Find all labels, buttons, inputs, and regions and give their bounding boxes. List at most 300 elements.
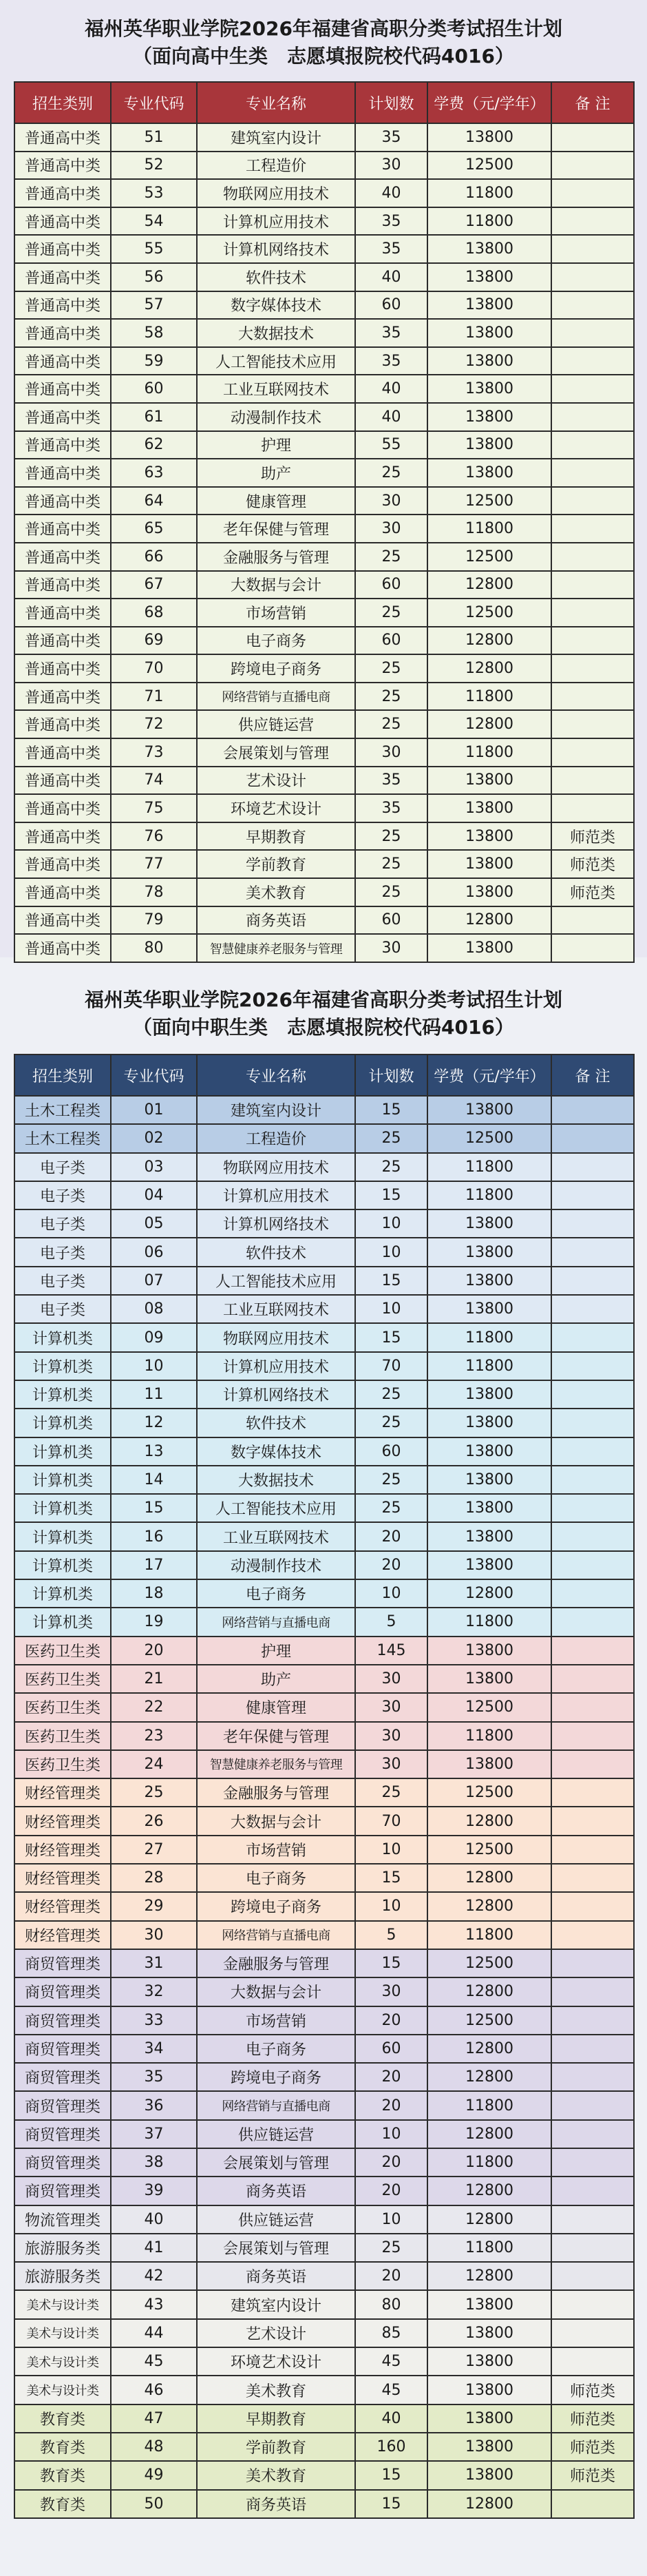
table-row (14, 319, 634, 347)
cell-tuition: 12800 (427, 1892, 551, 1920)
cell-plan-count: 70 (355, 1352, 427, 1380)
cell-major-code: 31 (111, 1949, 197, 1977)
table-row (14, 1209, 634, 1238)
cell-tuition: 13800 (427, 1267, 551, 1295)
cell-major-code: 71 (111, 683, 197, 711)
cell-tuition: 12800 (427, 1807, 551, 1835)
cell-remarks (551, 1693, 634, 1721)
table-row (14, 1637, 634, 1665)
cell-category: 普通高中类 (14, 375, 111, 403)
cell-major-code: 78 (111, 878, 197, 906)
cell-remarks (551, 152, 634, 180)
cell-remarks (551, 2347, 634, 2376)
cell-remarks (551, 123, 634, 152)
cell-remarks (551, 1949, 634, 1977)
cell-major-code: 66 (111, 543, 197, 571)
cell-category: 医药卫生类 (14, 1637, 111, 1665)
cell-category: 普通高中类 (14, 543, 111, 571)
cell-remarks (551, 1409, 634, 1437)
cell-plan-count: 35 (355, 123, 427, 152)
cell-plan-count: 160 (355, 2433, 427, 2461)
cell-category: 计算机类 (14, 1551, 111, 1579)
cell-plan-count: 60 (355, 2035, 427, 2063)
cell-category: 美术与设计类 (14, 2376, 111, 2404)
cell-plan-count: 15 (355, 1096, 427, 1124)
cell-plan-count: 35 (355, 319, 427, 347)
cell-major-name: 动漫制作技术 (197, 1551, 355, 1579)
cell-remarks (551, 1494, 634, 1522)
vocational-plan-table (14, 1054, 635, 2519)
cell-major-code: 37 (111, 2120, 197, 2148)
table-row (14, 2490, 634, 2518)
cell-plan-count: 30 (355, 1977, 427, 2006)
cell-remarks: 师范类 (551, 2461, 634, 2489)
cell-category: 医药卫生类 (14, 1750, 111, 1778)
cell-remarks (551, 1807, 634, 1835)
cell-tuition: 13800 (427, 850, 551, 878)
cell-category: 旅游服务类 (14, 2234, 111, 2262)
cell-major-name: 商务英语 (197, 2262, 355, 2290)
cell-category: 普通高中类 (14, 179, 111, 207)
cell-major-name: 跨境电子商务 (197, 1892, 355, 1920)
cell-tuition: 13800 (427, 1750, 551, 1778)
cell-major-code: 50 (111, 2490, 197, 2518)
cell-category: 商贸管理类 (14, 1949, 111, 1977)
cell-remarks (551, 1238, 634, 1266)
cell-tuition: 11800 (427, 1608, 551, 1636)
cell-plan-count: 35 (355, 207, 427, 236)
cell-tuition: 13800 (427, 2404, 551, 2433)
table-row (14, 1181, 634, 1209)
cell-tuition: 13800 (427, 1494, 551, 1522)
cell-plan-count: 30 (355, 738, 427, 767)
table-row (14, 1522, 634, 1550)
cell-major-name: 金融服务与管理 (197, 1778, 355, 1807)
table-row (14, 487, 634, 515)
cell-tuition: 13800 (427, 1238, 551, 1266)
cell-major-name: 动漫制作技术 (197, 403, 355, 431)
cell-plan-count: 25 (355, 1124, 427, 1152)
vocational-plan-title (0, 986, 647, 1041)
cell-major-code: 56 (111, 263, 197, 291)
cell-remarks: 师范类 (551, 2404, 634, 2433)
cell-tuition: 13800 (427, 459, 551, 487)
cell-major-name: 美术教育 (197, 2376, 355, 2404)
cell-remarks (551, 1608, 634, 1636)
cell-major-name: 护理 (197, 431, 355, 459)
cell-plan-count: 30 (355, 515, 427, 543)
cell-plan-count: 15 (355, 2461, 427, 2489)
cell-tuition: 12500 (427, 599, 551, 627)
cell-category: 商贸管理类 (14, 2148, 111, 2177)
cell-tuition: 12800 (427, 2205, 551, 2234)
cell-plan-count: 35 (355, 347, 427, 375)
cell-major-name: 商务英语 (197, 2490, 355, 2518)
table-row (14, 291, 634, 320)
cell-tuition: 13800 (427, 1522, 551, 1550)
cell-category: 普通高中类 (14, 291, 111, 320)
cell-tuition: 13800 (427, 235, 551, 263)
cell-major-name: 跨境电子商务 (197, 654, 355, 683)
cell-major-name: 大数据与会计 (197, 1977, 355, 2006)
cell-category: 商贸管理类 (14, 2091, 111, 2119)
cell-major-name: 计算机应用技术 (197, 207, 355, 236)
cell-major-name: 建筑室内设计 (197, 1096, 355, 1124)
table-row (14, 654, 634, 683)
cell-major-name: 软件技术 (197, 1238, 355, 1266)
cell-major-code: 79 (111, 906, 197, 935)
table-row (14, 543, 634, 571)
cell-remarks (551, 403, 634, 431)
cell-category: 普通高中类 (14, 822, 111, 851)
cell-category: 计算机类 (14, 1323, 111, 1351)
table-row (14, 1409, 634, 1437)
cell-major-name: 智慧健康养老服务与管理 (197, 1750, 355, 1778)
cell-major-code: 65 (111, 515, 197, 543)
title-line-1: 福州英华职业学院2026年福建省高职分类考试招生计划 (85, 988, 562, 1011)
cell-tuition: 13800 (427, 291, 551, 320)
cell-category: 财经管理类 (14, 1836, 111, 1864)
cell-plan-count: 60 (355, 291, 427, 320)
table-row (14, 571, 634, 599)
cell-tuition: 13800 (427, 2347, 551, 2376)
cell-major-code: 80 (111, 934, 197, 962)
table-row (14, 515, 634, 543)
cell-tuition: 11800 (427, 738, 551, 767)
cell-category: 商贸管理类 (14, 2035, 111, 2063)
table-row (14, 1892, 634, 1920)
cell-major-code: 73 (111, 738, 197, 767)
cell-category: 电子类 (14, 1209, 111, 1238)
cell-category: 电子类 (14, 1295, 111, 1323)
cell-category: 计算机类 (14, 1608, 111, 1636)
cell-remarks (551, 235, 634, 263)
table-row (14, 738, 634, 767)
cell-category: 普通高中类 (14, 123, 111, 152)
table-row (14, 263, 634, 291)
cell-major-name: 老年保健与管理 (197, 515, 355, 543)
cell-major-code: 49 (111, 2461, 197, 2489)
cell-remarks (551, 1437, 634, 1466)
table-row (14, 794, 634, 822)
table-row (14, 2262, 634, 2290)
cell-major-name: 市场营销 (197, 1836, 355, 1864)
cell-major-name: 会展策划与管理 (197, 2234, 355, 2262)
cell-tuition: 11800 (427, 1921, 551, 1949)
table-row (14, 2091, 634, 2119)
cell-category: 计算机类 (14, 1466, 111, 1494)
table-row (14, 2319, 634, 2347)
cell-category: 美术与设计类 (14, 2347, 111, 2376)
cell-major-code: 21 (111, 1665, 197, 1693)
table-row (14, 2006, 634, 2035)
cell-major-code: 27 (111, 1836, 197, 1864)
cell-category: 普通高中类 (14, 599, 111, 627)
cell-category: 计算机类 (14, 1437, 111, 1466)
cell-major-code: 57 (111, 291, 197, 320)
cell-remarks (551, 2205, 634, 2234)
cell-category: 教育类 (14, 2404, 111, 2433)
cell-major-code: 07 (111, 1267, 197, 1295)
cell-remarks (551, 431, 634, 459)
cell-major-code: 04 (111, 1181, 197, 1209)
cell-plan-count: 40 (355, 179, 427, 207)
cell-remarks (551, 2120, 634, 2148)
cell-plan-count: 20 (355, 2063, 427, 2091)
cell-remarks (551, 1522, 634, 1550)
cell-plan-count: 20 (355, 1522, 427, 1550)
cell-remarks (551, 1323, 634, 1351)
cell-remarks: 师范类 (551, 878, 634, 906)
cell-category: 计算机类 (14, 1409, 111, 1437)
cell-plan-count: 15 (355, 1181, 427, 1209)
cell-major-code: 67 (111, 571, 197, 599)
cell-remarks (551, 2035, 634, 2063)
cell-major-code: 01 (111, 1096, 197, 1124)
cell-remarks (551, 2262, 634, 2290)
cell-major-name: 供应链运营 (197, 2205, 355, 2234)
cell-tuition: 11800 (427, 683, 551, 711)
cell-tuition: 11800 (427, 1352, 551, 1380)
cell-plan-count: 25 (355, 1380, 427, 1409)
cell-remarks (551, 1352, 634, 1380)
cell-plan-count: 60 (355, 906, 427, 935)
cell-plan-count: 10 (355, 1209, 427, 1238)
cell-major-name: 软件技术 (197, 1409, 355, 1437)
cell-major-code: 62 (111, 431, 197, 459)
cell-tuition: 13800 (427, 263, 551, 291)
table-row (14, 767, 634, 795)
cell-plan-count: 30 (355, 1722, 427, 1750)
cell-major-code: 59 (111, 347, 197, 375)
cell-remarks (551, 1295, 634, 1323)
cell-plan-count: 25 (355, 850, 427, 878)
cell-tuition: 11800 (427, 1153, 551, 1181)
cell-category: 财经管理类 (14, 1864, 111, 1892)
cell-remarks (551, 906, 634, 935)
cell-tuition: 12800 (427, 1977, 551, 2006)
cell-tuition: 13800 (427, 822, 551, 851)
cell-plan-count: 40 (355, 375, 427, 403)
cell-remarks (551, 767, 634, 795)
cell-tuition: 12800 (427, 2490, 551, 2518)
cell-remarks (551, 487, 634, 515)
cell-tuition: 13800 (427, 1551, 551, 1579)
table-row (14, 850, 634, 878)
cell-plan-count: 25 (355, 1494, 427, 1522)
cell-plan-count: 25 (355, 599, 427, 627)
cell-remarks (551, 263, 634, 291)
cell-remarks (551, 207, 634, 236)
cell-plan-count: 30 (355, 1750, 427, 1778)
cell-plan-count: 15 (355, 1949, 427, 1977)
cell-category: 医药卫生类 (14, 1665, 111, 1693)
cell-remarks (551, 319, 634, 347)
header-plan-count: 计划数 (355, 82, 427, 123)
cell-plan-count: 5 (355, 1921, 427, 1949)
table-row (14, 1579, 634, 1608)
table-row (14, 207, 634, 236)
cell-remarks (551, 794, 634, 822)
cell-tuition: 12800 (427, 2120, 551, 2148)
cell-tuition: 13800 (427, 1409, 551, 1437)
cell-remarks (551, 1864, 634, 1892)
cell-remarks (551, 2490, 634, 2518)
cell-major-code: 68 (111, 599, 197, 627)
cell-category: 商贸管理类 (14, 2006, 111, 2035)
cell-plan-count: 70 (355, 1807, 427, 1835)
cell-category: 教育类 (14, 2461, 111, 2489)
cell-remarks (551, 2319, 634, 2347)
header-remarks: 备 注 (551, 82, 634, 123)
table-row (14, 431, 634, 459)
cell-remarks (551, 599, 634, 627)
cell-remarks (551, 1921, 634, 1949)
cell-tuition: 12500 (427, 1693, 551, 1721)
cell-remarks (551, 1380, 634, 1409)
cell-major-code: 51 (111, 123, 197, 152)
cell-remarks (551, 2148, 634, 2177)
cell-major-code: 10 (111, 1352, 197, 1380)
cell-major-name: 大数据与会计 (197, 1807, 355, 1835)
cell-remarks (551, 1153, 634, 1181)
cell-category: 教育类 (14, 2490, 111, 2518)
cell-tuition: 12800 (427, 2177, 551, 2205)
cell-plan-count: 10 (355, 1238, 427, 1266)
cell-major-code: 52 (111, 152, 197, 180)
cell-category: 普通高中类 (14, 934, 111, 962)
cell-major-name: 会展策划与管理 (197, 738, 355, 767)
cell-major-code: 61 (111, 403, 197, 431)
title-line-2: （面向中职生类 志愿填报院校代码4016） (133, 1016, 514, 1039)
cell-major-code: 14 (111, 1466, 197, 1494)
cell-major-name: 供应链运营 (197, 710, 355, 738)
cell-major-code: 63 (111, 459, 197, 487)
cell-major-name: 计算机网络技术 (197, 235, 355, 263)
cell-major-name: 护理 (197, 1637, 355, 1665)
cell-category: 普通高中类 (14, 850, 111, 878)
cell-major-code: 45 (111, 2347, 197, 2376)
cell-tuition: 12500 (427, 1949, 551, 1977)
cell-plan-count: 10 (355, 1836, 427, 1864)
cell-tuition: 12500 (427, 487, 551, 515)
cell-major-name: 供应链运营 (197, 2120, 355, 2148)
cell-remarks (551, 1665, 634, 1693)
cell-tuition: 13800 (427, 2433, 551, 2461)
cell-remarks (551, 515, 634, 543)
table-row (14, 1750, 634, 1778)
cell-remarks (551, 2290, 634, 2318)
cell-major-name: 计算机网络技术 (197, 1209, 355, 1238)
cell-tuition: 13800 (427, 1437, 551, 1466)
cell-category: 电子类 (14, 1153, 111, 1181)
cell-tuition: 12800 (427, 654, 551, 683)
cell-tuition: 13800 (427, 2461, 551, 2489)
cell-category: 普通高中类 (14, 319, 111, 347)
highschool-plan-title (0, 15, 647, 70)
cell-tuition: 13800 (427, 375, 551, 403)
cell-plan-count: 45 (355, 2376, 427, 2404)
cell-plan-count: 30 (355, 1693, 427, 1721)
cell-major-name: 网络营销与直播电商 (197, 2091, 355, 2119)
cell-plan-count: 15 (355, 2490, 427, 2518)
cell-remarks (551, 710, 634, 738)
cell-major-name: 人工智能技术应用 (197, 1267, 355, 1295)
cell-tuition: 12800 (427, 906, 551, 935)
cell-major-name: 工业互联网技术 (197, 1295, 355, 1323)
cell-plan-count: 10 (355, 1892, 427, 1920)
cell-plan-count: 80 (355, 2290, 427, 2318)
table-row (14, 2461, 634, 2489)
cell-major-name: 早期教育 (197, 822, 355, 851)
table-row (14, 2035, 634, 2063)
cell-remarks (551, 1209, 634, 1238)
table-row (14, 1494, 634, 1522)
cell-major-name: 工业互联网技术 (197, 1522, 355, 1550)
cell-remarks (551, 1750, 634, 1778)
table-row (14, 2404, 634, 2433)
table-row (14, 2177, 634, 2205)
table-row (14, 1608, 634, 1636)
cell-category: 计算机类 (14, 1380, 111, 1409)
cell-tuition: 12500 (427, 2006, 551, 2035)
cell-category: 普通高中类 (14, 515, 111, 543)
cell-category: 商贸管理类 (14, 1977, 111, 2006)
cell-plan-count: 20 (355, 1551, 427, 1579)
cell-major-name: 计算机应用技术 (197, 1352, 355, 1380)
cell-major-name: 跨境电子商务 (197, 2063, 355, 2091)
cell-plan-count: 15 (355, 1267, 427, 1295)
cell-category: 普通高中类 (14, 794, 111, 822)
table-row (14, 1238, 634, 1266)
cell-tuition: 12800 (427, 1579, 551, 1608)
cell-major-name: 网络营销与直播电商 (197, 1608, 355, 1636)
cell-remarks (551, 2006, 634, 2035)
table-row (14, 1096, 634, 1124)
cell-major-name: 人工智能技术应用 (197, 1494, 355, 1522)
cell-plan-count: 25 (355, 822, 427, 851)
cell-major-code: 58 (111, 319, 197, 347)
cell-category: 普通高中类 (14, 627, 111, 655)
cell-major-name: 大数据技术 (197, 1466, 355, 1494)
cell-plan-count: 10 (355, 2120, 427, 2148)
cell-tuition: 13800 (427, 1380, 551, 1409)
table-row (14, 599, 634, 627)
cell-major-code: 05 (111, 1209, 197, 1238)
cell-tuition: 12500 (427, 1778, 551, 1807)
cell-major-name: 商务英语 (197, 906, 355, 935)
cell-plan-count: 20 (355, 2091, 427, 2119)
cell-remarks (551, 1124, 634, 1152)
cell-plan-count: 25 (355, 710, 427, 738)
cell-major-code: 72 (111, 710, 197, 738)
table-row (14, 1665, 634, 1693)
cell-major-code: 76 (111, 822, 197, 851)
cell-major-code: 38 (111, 2148, 197, 2177)
cell-major-code: 42 (111, 2262, 197, 2290)
cell-major-name: 美术教育 (197, 878, 355, 906)
cell-plan-count: 25 (355, 654, 427, 683)
cell-major-code: 15 (111, 1494, 197, 1522)
cell-plan-count: 145 (355, 1637, 427, 1665)
cell-plan-count: 15 (355, 1864, 427, 1892)
cell-plan-count: 35 (355, 767, 427, 795)
cell-major-code: 28 (111, 1864, 197, 1892)
cell-plan-count: 55 (355, 431, 427, 459)
cell-tuition: 13800 (427, 1209, 551, 1238)
cell-tuition: 11800 (427, 515, 551, 543)
cell-tuition: 13800 (427, 1637, 551, 1665)
